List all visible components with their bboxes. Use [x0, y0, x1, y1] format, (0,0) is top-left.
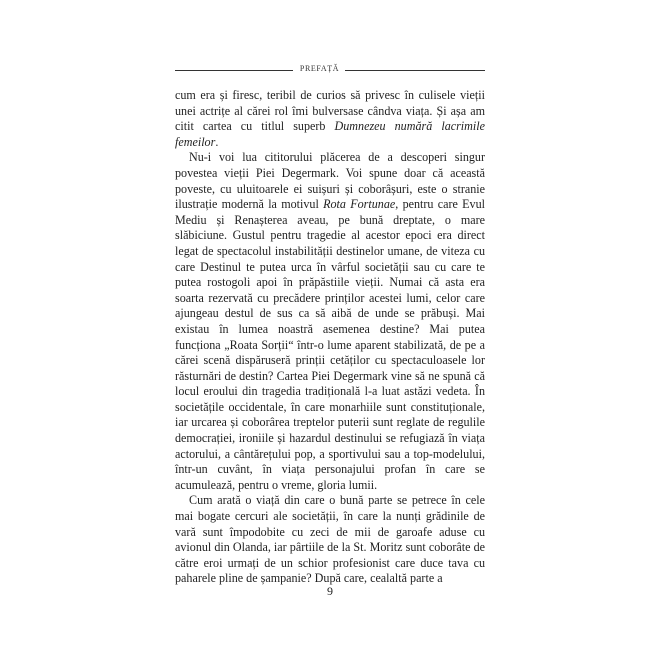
paragraph: [175, 150, 485, 493]
text-run: , pentru care Evul Mediu și Renașterea aveau, pe bună dreptate, o mare slăbiciune. Gustul pentru tragedie al acestor epoci era direct legat de spectacolul instabilității destinelor umane, de viteza cu care Destinul te putea urca în vârful societății sau cu care te putea rostogoli apoi în prăpăstiile vieții. Numai că asta era soarta rezervată cu precădere prinților acestei lumi, celor care ajungeau destul de sus ca să aibă de unde se prăbuși. Mai existau în lumea noastră asemenea destine? Mai putea funcționa „Roata Sorții“ într-o lume aparent stabilizată, de pe a cărei scenă dispăruseră prinții cetăților cu spectaculoasele lor răsturnări de destin? Cartea Piei Degermark vine să ne spună că locul eroului din tragedia tradițională l-a luat astăzi vedeta. În societățile occidentale, în care monarhiile sunt constituționale, iar urcarea și coborârea treptelor puterii sunt reglate de regulile democrației, ironiile și hazardul destinului se refugiază în viața actorului, a cântărețului pop, a sportivului sau a top-modelului, într-un cuvânt, în viața personajului profan în care se acumulează, pentru o vreme, gloria lumii.: [175, 197, 486, 492]
body-text: [175, 88, 485, 587]
italic-title: Rota Fortunae: [323, 197, 396, 212]
text-run: Nu-i voi lua cititorului plăcerea de a descoperi singur povestea vieții Piei Degermark. Voi spune doar că această poveste, cu uluitoarele ei suișuri și coborâșuri, este o stranie ilustrație modernă la motivul: [175, 150, 485, 212]
paragraph: [175, 88, 485, 150]
header-rule-right: [345, 70, 485, 71]
italic-title: Dumnezeu numără lacrimile femeilor: [175, 119, 485, 149]
text-run: cum era și firesc, teribil de curios să privesc în culisele vieții unei actrițe al cărei rol îmi bulversase cândva viața. Și așa am citit cartea cu titlul superb: [175, 88, 485, 134]
page-number: 9: [327, 584, 333, 598]
text-run: Cum arată o viață din care o bună parte se petrece în cele mai bogate cercuri ale societății, în care la nunți grădinile de vară sunt împodobite cu zeci de mii de garoafe aduse cu avionul din Olanda, iar pârtiile de la St. Moritz sunt coborâte de către eroi urmați de un schior profesionist care duce tava cu paharele pline de șampanie? După care, cealaltă parte a: [175, 493, 485, 586]
paragraph: [175, 493, 485, 587]
running-head: PREFAȚĂ: [299, 64, 340, 73]
text-run: .: [215, 134, 219, 149]
header-rule-left: [175, 70, 293, 71]
